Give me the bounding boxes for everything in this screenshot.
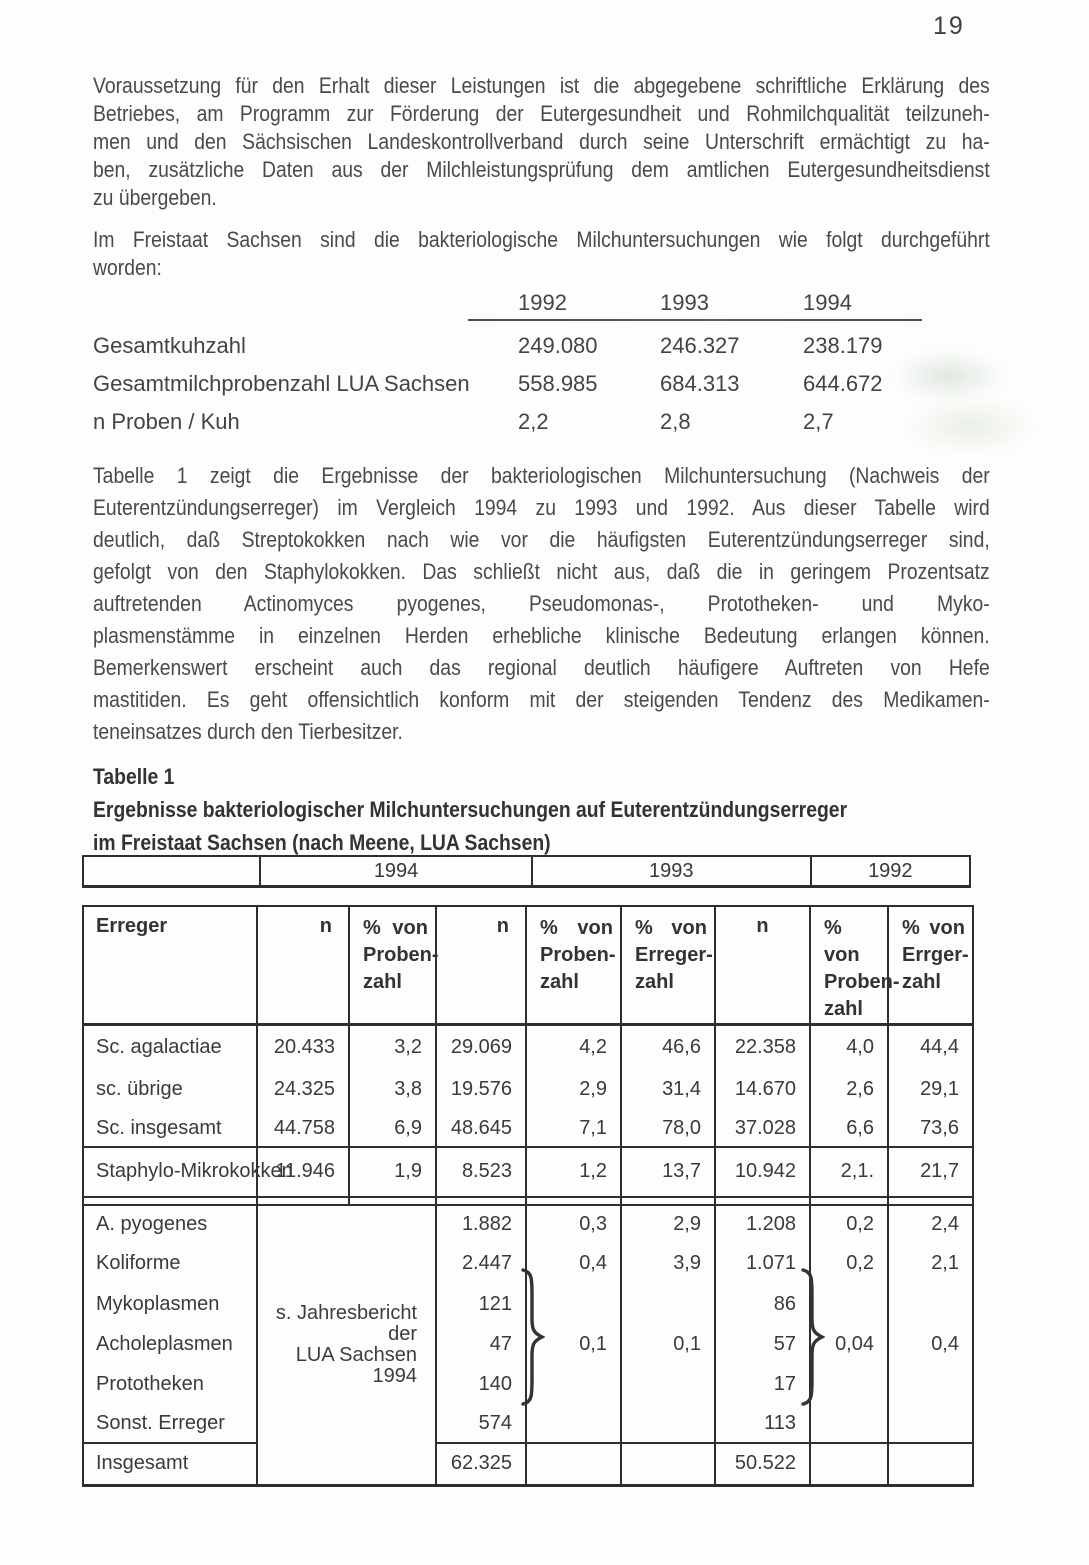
row-label: sc. übrige — [83, 1069, 257, 1111]
total-row — [83, 1443, 973, 1486]
data-cell: 113 — [715, 1405, 810, 1443]
data-cell: 1.071 — [715, 1243, 810, 1285]
header-line: Errger- — [902, 944, 969, 966]
data-cell: 62.325 — [436, 1443, 526, 1486]
row-label: Staphylo-Mikrokokken — [83, 1147, 257, 1197]
curly-brace-icon — [799, 1267, 825, 1407]
data-cell: 24.325 — [257, 1069, 349, 1111]
data-cell: 1,2 — [526, 1147, 621, 1197]
data-cell: 0,1 — [621, 1325, 715, 1365]
year-band-cell: 1992 — [810, 857, 969, 885]
stats-year-header — [93, 290, 990, 316]
header-pct-proben-1994 — [349, 906, 439, 1025]
row-label: Acholeplasmen — [83, 1325, 257, 1365]
data-cell: 1.208 — [715, 1205, 810, 1243]
stats-year-spacer — [93, 290, 518, 316]
year-band-cell: 1993 — [531, 857, 810, 885]
data-cell: 121 — [436, 1285, 526, 1325]
data-cell: 0,04 — [810, 1325, 888, 1365]
header-line: % von — [363, 917, 428, 939]
header-line: Proben- — [824, 971, 900, 993]
header-row — [83, 906, 973, 1025]
header-line: zahl — [902, 971, 941, 993]
table-row — [83, 1111, 973, 1147]
year-band — [82, 855, 971, 888]
text-line: Betriebes, am Programm zur Förderung der Eutergesundheit und Rohmilchqualität teilzuneh- — [93, 101, 990, 126]
data-cell: 6,6 — [810, 1111, 888, 1147]
data-cell: 46,6 — [621, 1025, 715, 1069]
header-line: zahl — [635, 971, 674, 993]
data-cell: 0,2 — [810, 1243, 888, 1285]
table1-caption — [93, 760, 990, 859]
data-cell: 8.523 — [436, 1147, 526, 1197]
text-line: teneinsatzes durch den Tierbesitzer. — [93, 719, 403, 744]
results-table-wrap — [82, 905, 972, 1487]
text-line: worden: — [93, 255, 162, 280]
header-pct-erreger-1993 — [621, 906, 715, 1025]
stats-year: 1994 — [803, 290, 852, 315]
data-cell: 4,2 — [526, 1025, 621, 1069]
header-line: zahl — [363, 971, 402, 993]
curly-brace-icon — [519, 1267, 545, 1407]
data-cell: 19.576 — [436, 1069, 526, 1111]
data-cell: 48.645 — [436, 1111, 526, 1147]
data-cell: 29,1 — [888, 1069, 973, 1111]
data-cell: 44,4 — [888, 1025, 973, 1069]
row-label: Sonst. Erreger — [83, 1405, 257, 1443]
table1-caption-line: im Freistaat Sachsen (nach Meene, LUA Sachsen) — [93, 830, 551, 855]
data-cell: 20.433 — [257, 1025, 349, 1069]
text-line: Bemerkenswert erscheint auch das regional deutlich häufigere Auftreten von Hefe — [93, 655, 990, 680]
data-cell — [621, 1443, 715, 1486]
text-line: men und den Sächsischen Landeskontrollverband durch seine Unterschrift ermächtigt zu ha- — [93, 129, 990, 154]
stats-value: 558.985 — [518, 371, 598, 396]
data-cell — [621, 1405, 715, 1443]
data-cell: 29.069 — [436, 1025, 526, 1069]
data-cell: 2,9 — [621, 1205, 715, 1243]
data-cell: 17 — [715, 1365, 810, 1405]
note-line: der — [388, 1322, 417, 1345]
data-cell — [621, 1285, 715, 1325]
note-cell — [257, 1205, 436, 1486]
stats-underline — [468, 319, 922, 321]
stats-label: Gesamtmilchprobenzahl LUA Sachsen — [93, 371, 470, 396]
paragraph-intro-stats — [93, 226, 990, 282]
data-cell: 44.758 — [257, 1111, 349, 1147]
stats-value: 2,7 — [803, 409, 834, 434]
data-cell — [526, 1443, 621, 1486]
data-cell: 78,0 — [621, 1111, 715, 1147]
note-line: 1994 — [372, 1364, 417, 1387]
header-line: % von — [824, 917, 860, 966]
text-line: Euterentzündungserreger) im Vergleich 1994 zu 1993 und 1992. Aus dieser Tabelle wird — [93, 495, 990, 520]
header-n-1993: n — [436, 906, 526, 1025]
data-cell: 22.358 — [715, 1025, 810, 1069]
data-cell: 2,1. — [810, 1147, 888, 1197]
data-cell: 0,4 — [888, 1325, 973, 1365]
table-row — [83, 1025, 973, 1069]
row-label: Koliforme — [83, 1243, 257, 1285]
data-cell — [810, 1443, 888, 1486]
data-cell: 37.028 — [715, 1111, 810, 1147]
row-label: Mykoplasmen — [83, 1285, 257, 1325]
row-label: A. pyogenes — [83, 1205, 257, 1243]
table-row — [83, 1069, 973, 1111]
stats-table — [93, 290, 990, 441]
text-line: deutlich, daß Streptokokken nach wie vor die häufigsten Euterentzündungserreger sind, — [93, 527, 990, 552]
data-cell: 86 — [715, 1285, 810, 1325]
data-cell — [888, 1405, 973, 1443]
data-cell: 57 — [715, 1325, 810, 1365]
stats-value: 249.080 — [518, 333, 598, 358]
data-cell: 3,2 — [349, 1025, 436, 1069]
stats-value: 644.672 — [803, 371, 883, 396]
header-line: Erreger- — [635, 944, 713, 966]
data-cell: 73,6 — [888, 1111, 973, 1147]
data-cell: 2,1 — [888, 1243, 973, 1285]
text-line: mastitiden. Es geht offensichtlich konform mit der steigenden Tendenz des Medikamen- — [93, 687, 990, 712]
header-n-1992: n — [715, 906, 810, 1025]
header-pct-proben-1992 — [810, 906, 900, 1025]
stats-value: 684.313 — [660, 371, 740, 396]
stats-value: 238.179 — [803, 333, 883, 358]
row-label: Insgesamt — [83, 1443, 257, 1486]
text-line: ben, zusätzliche Daten aus der Milchleistungsprüfung dem amtlichen Eutergesundheitsdienst — [93, 157, 990, 182]
note-line: LUA Sachsen — [295, 1343, 417, 1366]
stats-value: 2,8 — [660, 409, 691, 434]
data-cell: 14.670 — [715, 1069, 810, 1111]
paragraph-requirements — [93, 72, 990, 212]
text-line: zu übergeben. — [93, 185, 217, 210]
stats-year: 1992 — [518, 290, 567, 315]
stats-value: 246.327 — [660, 333, 740, 358]
data-cell: 1,9 — [349, 1147, 436, 1197]
text-line: plasmenstämme in einzelnen Herden erhebliche klinische Bedeutung erlangen können. — [93, 623, 990, 648]
text-line: auftretenden Actinomyces pyogenes, Pseudomonas-, Prototheken- und Myko- — [93, 591, 990, 616]
stats-label: Gesamtkuhzahl — [93, 333, 246, 358]
data-cell — [888, 1285, 973, 1325]
stats-row — [93, 365, 990, 403]
table-row — [83, 1205, 973, 1243]
text-line: gefolgt von den Staphylokokken. Das schließt nicht aus, daß die in geringem Prozentsatz — [93, 559, 990, 584]
paragraph-table1-discussion — [93, 460, 990, 748]
data-cell — [526, 1405, 621, 1443]
table-row — [83, 1147, 973, 1197]
data-cell: 0,2 — [810, 1205, 888, 1243]
header-pct-proben-1993 — [526, 906, 621, 1025]
stats-label: n Proben / Kuh — [93, 409, 240, 434]
data-cell — [888, 1365, 973, 1405]
row-label: Sc. insgesamt — [83, 1111, 257, 1147]
text-line: Im Freistaat Sachsen sind die bakteriologische Milchuntersuchungen wie folgt durchgeführt — [93, 227, 990, 252]
data-cell: 2,9 — [526, 1069, 621, 1111]
text-line: Tabelle 1 zeigt die Ergebnisse der bakteriologischen Milchuntersuchung (Nachweis der — [93, 463, 990, 488]
header-line: % von — [635, 917, 707, 939]
header-line: % von — [540, 917, 613, 939]
data-cell: 574 — [436, 1405, 526, 1443]
table1-caption-line: Ergebnisse bakteriologischer Milchuntersuchungen auf Euterentzündungserreger — [93, 797, 848, 822]
header-line: zahl — [540, 971, 579, 993]
data-cell: 7,1 — [526, 1111, 621, 1147]
data-cell: 4,0 — [810, 1025, 888, 1069]
year-band-cell: 1994 — [259, 857, 531, 885]
data-cell: 1.882 — [436, 1205, 526, 1243]
stats-value: 2,2 — [518, 409, 549, 434]
data-cell: 140 — [436, 1365, 526, 1405]
data-cell: 13,7 — [621, 1147, 715, 1197]
header-line: Proben- — [540, 944, 616, 966]
year-band-spacer — [84, 857, 259, 885]
stats-row — [93, 403, 990, 441]
data-cell: 50.522 — [715, 1443, 810, 1486]
row-label: Sc. agalactiae — [83, 1025, 257, 1069]
data-cell: 11.946 — [257, 1147, 349, 1197]
data-cell: 0,4 — [526, 1243, 621, 1285]
data-cell: 21,7 — [888, 1147, 973, 1197]
data-cell: 2.447 — [436, 1243, 526, 1285]
header-pct-errger-1992 — [888, 906, 973, 1025]
stats-year: 1993 — [660, 290, 709, 315]
header-line: Proben- — [363, 944, 439, 966]
data-cell: 47 — [436, 1325, 526, 1365]
header-line: % von — [902, 917, 965, 939]
data-cell: 31,4 — [621, 1069, 715, 1111]
data-cell — [810, 1405, 888, 1443]
stats-row — [93, 327, 990, 365]
table-row — [83, 1405, 973, 1443]
page-number: 19 — [933, 12, 965, 40]
data-cell: 0,1 — [526, 1325, 621, 1365]
data-cell: 2,6 — [810, 1069, 888, 1111]
row-label: Prototheken — [83, 1365, 257, 1405]
text-line: Voraussetzung für den Erhalt dieser Leistungen ist die abgegebene schriftliche Erklärung des — [93, 73, 990, 98]
table1-caption-line: Tabelle 1 — [93, 764, 175, 789]
data-cell: 3,9 — [621, 1243, 715, 1285]
data-cell: 2,4 — [888, 1205, 973, 1243]
data-cell — [621, 1365, 715, 1405]
header-erreger: Erreger — [83, 906, 257, 1025]
data-cell: 10.942 — [715, 1147, 810, 1197]
data-cell: 6,9 — [349, 1111, 436, 1147]
data-cell: 3,8 — [349, 1069, 436, 1111]
note-line: s. Jahresbericht — [275, 1301, 417, 1324]
section-gap-row — [83, 1197, 973, 1205]
data-cell — [888, 1443, 973, 1486]
data-cell: 0,3 — [526, 1205, 621, 1243]
header-line: zahl — [824, 998, 863, 1020]
header-n-1994: n — [257, 906, 349, 1025]
